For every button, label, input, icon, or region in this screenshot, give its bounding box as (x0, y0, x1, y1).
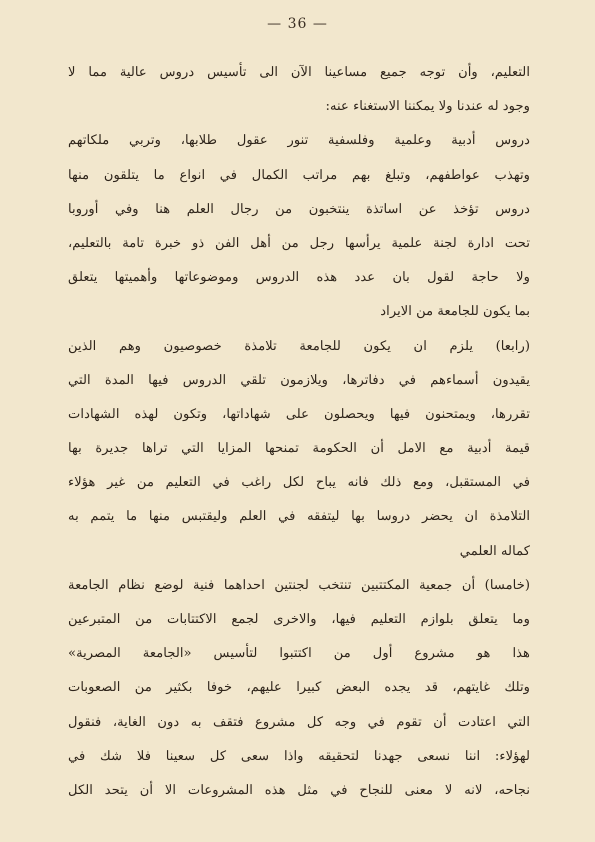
text-line: التعليم، وأن توجه جميع مساعينا الآن الى تأسيس دروس عالية مما لا (68, 65, 530, 80)
text-line: التلامذة ان يحضر دروسا بها ليتفقه في العلم وليقتبس منها ما يتمم به (68, 509, 530, 525)
text-line: دروس أدبية وعلمية وفلسفية تنور عقول طلابها، وتربي ملكاتهم (68, 133, 530, 149)
text-line: كماله العلمي (459, 543, 530, 559)
text-line: التي اعتادت أن تقوم في وجه كل مشروع فتقف به دون الغاية، فنقول (68, 714, 530, 730)
text-line: نجاحه، لانه لا معنى للنجاح في مثل هذه المشروعات الا أن يتحد الكل (68, 782, 530, 798)
page-number: — 36 — (267, 16, 328, 32)
text-line: دروس تؤخذ عن اساتذة ينتخبون من رجال العلم هنا وفي أوروبا (68, 201, 530, 217)
text-line: بما يكون للجامعة من الايراد (380, 304, 530, 320)
text-line: هذا هو مشروع أول من اكتتبوا لتأسيس «الجامعة المصرية» (68, 646, 530, 662)
text-line: وما يتعلق بلوازم التعليم فيها، والاخرى لجمع الاكتتابات من المتبرعين (68, 612, 530, 627)
text-line: وتلك غايتهم، قد يجده البعض كبيرا عليهم، خوفا بكثير من الصعوبات (68, 680, 530, 696)
text-line: يقيدون أسماءهم في دفاترها، ويلازمون تلقي الدروس فيها المدة التي (68, 372, 530, 388)
text-line: وجود له عندنا ولا يمكننا الاستغناء عنه: (325, 99, 530, 115)
text-line: قيمة أدبية مع الامل أن الحكومة تمنحها المزايا التي تراها جديرة بها (68, 441, 530, 457)
text-line: (خامسا) أن جمعية المكتتبين تنتخب لجنتين احداهما فنية لوضع نظام الجامعة (68, 577, 530, 593)
text-line: تحت ادارة لجنة علمية يرأسها رجل من أهل الفن ذو خبرة تامة بالتعليم، (68, 235, 530, 251)
body-text (68, 56, 530, 808)
text-line: (رابعا) يلزم ان يكون للجامعة تلامذة خصوصيون وهم الذين (68, 338, 530, 354)
text-line: تقررها، ويمتحنون فيها ويحصلون على شهاداتها، وتكون لهذه الشهادات (68, 406, 530, 422)
text-line: ولا حاجة لقول بان عدد هذه الدروس وموضوعاتها وأهميتها يتعلق (68, 270, 530, 286)
text-line: لهؤلاء: اننا نسعى جهدنا لتحقيقه واذا سعى كل سعينا فلا شك في (68, 748, 530, 764)
text-line: في المستقبل، ومع ذلك فانه يباح لكل راغب في التعليم من غير هؤلاء (68, 475, 530, 491)
text-line: وتهذب عواطفهم، وتبلغ بهم مراتب الكمال في انواع ما يتلقون منها (68, 167, 530, 183)
